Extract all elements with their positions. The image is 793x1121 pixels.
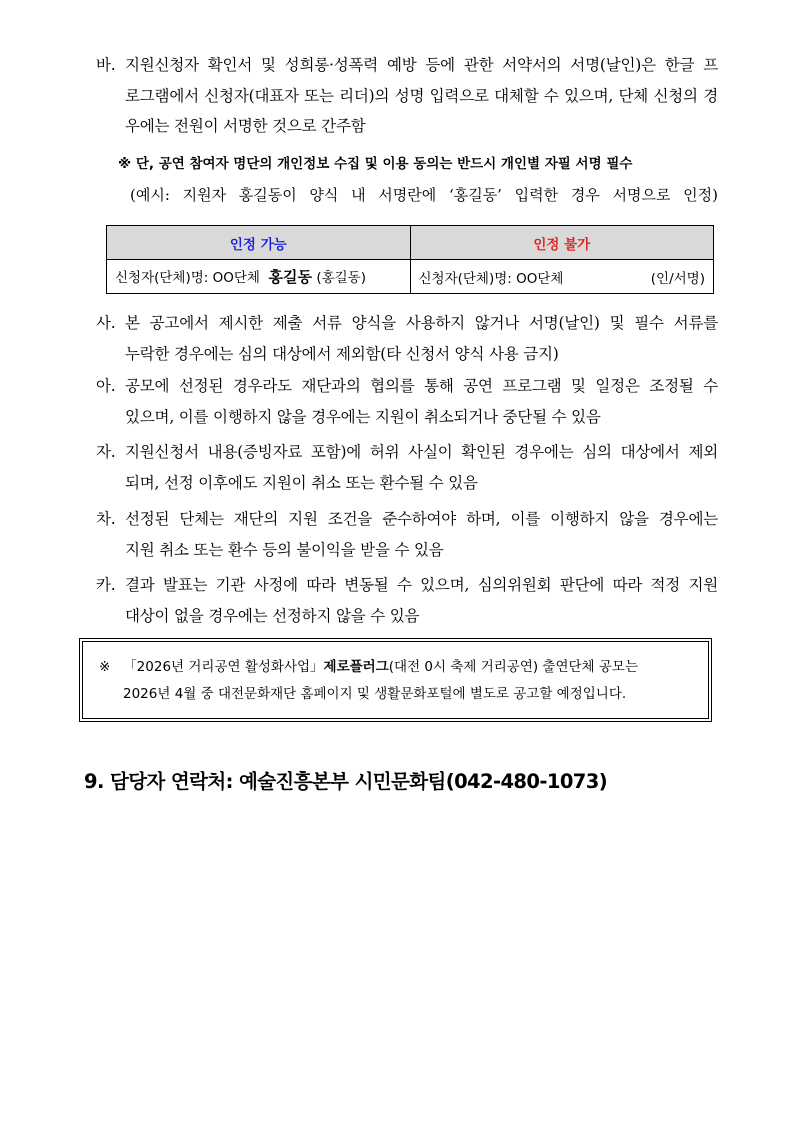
applicant-label: 신청자(단체)명: OO단체 [115,270,260,286]
notice-detail: (대전 0시 축제 거리공연) 출연단체 공모는 [388,659,639,675]
notice-box [82,641,709,719]
item-marker: 바. [96,56,116,74]
item-marker: 자. [96,443,116,461]
item-line: 선정된 단체는 재단의 지원 조건을 준수하여야 하며, 이를 이행하지 않을 경우에는 [125,510,718,528]
cell-rejected [410,260,714,294]
item-line: 공모에 선정된 경우라도 재단과의 협의를 통해 공연 프로그램 및 일정은 조정될 수 [125,377,718,395]
applicant-label: 신청자(단체)명: OO단체 [418,270,564,287]
item-line: 우에는 전원이 서명한 것으로 간주함 [125,117,366,135]
contact-heading: 9. 담당자 연락처: 예술진흥본부 시민문화팀(042-480-1073) [84,770,608,793]
item-line: 대상이 없을 경우에는 선정하지 않을 수 있음 [125,606,420,625]
item-line: 지원신청서 내용(증빙자료 포함)에 허위 사실이 확인된 경우에는 심의 대상에서 제외 [125,443,718,461]
header-accepted: 인정 가능 [107,226,411,260]
item-marker: 차. [96,510,116,528]
cell-accepted [107,260,411,294]
item-a [96,371,718,432]
item-cha [96,504,718,565]
typed-name-paren: (홍길동) [316,270,366,286]
signature-note: ※ 단, 공연 참여자 명단의 개인정보 수집 및 이용 동의는 반드시 개인별 자필 서명 필수 [118,156,633,172]
item-line: 본 공고에서 제시한 제출 서류 양식을 사용하지 않거나 서명(날인) 및 필수 서류를 [125,314,718,332]
item-sa [96,308,718,369]
seal-signature-mark: (인/서명) [650,270,705,287]
typed-name: 홍길동 [268,268,313,286]
item-line: 지원신청자 확인서 및 성희롱·성폭력 예방 등에 관한 서약서의 서명(날인)은 한글 프 [125,56,718,74]
item-ja [96,437,718,498]
item-line: 로그램에서 신청자(대표자 또는 리더)의 성명 입력으로 대체할 수 있으며, 단체 신청의 경 [125,86,718,105]
notice-brand: 제로플러그 [323,659,389,675]
signature-example: (예시: 지원자 홍길동이 양식 내 서명란에 ‘홍길동’ 입력한 경우 서명으로 인정) [130,186,718,204]
item-marker: 아. [96,377,116,395]
item-ba [96,50,718,142]
signature-table [106,225,714,294]
header-rejected: 인정 불가 [410,226,714,260]
reference-mark-icon: ※ [99,659,111,675]
item-line: 지원 취소 또는 환수 등의 불이익을 받을 수 있음 [125,540,444,559]
item-marker: 카. [96,576,116,594]
item-line: 있으며, 이를 이행하지 않을 경우에는 지원이 취소되거나 중단될 수 있음 [125,407,601,426]
item-marker: 사. [96,314,116,332]
item-ka [96,570,718,631]
notice-project: 「2026년 거리공연 활성화사업」 [123,659,324,675]
item-line: 되며, 선정 이후에도 지원이 취소 또는 환수될 수 있음 [125,473,478,492]
item-line: 누락한 경우에는 심의 대상에서 제외함(타 신청서 양식 사용 금지) [125,344,559,363]
item-line: 결과 발표는 기관 사정에 따라 변동될 수 있으며, 심의위원회 판단에 따라 적정 지원 [125,576,718,594]
notice-line-2: 2026년 4월 중 대전문화재단 홈페이지 및 생활문화포털에 별도로 공고할 예정입니다. [123,686,627,702]
notice-line-1 [99,654,638,681]
